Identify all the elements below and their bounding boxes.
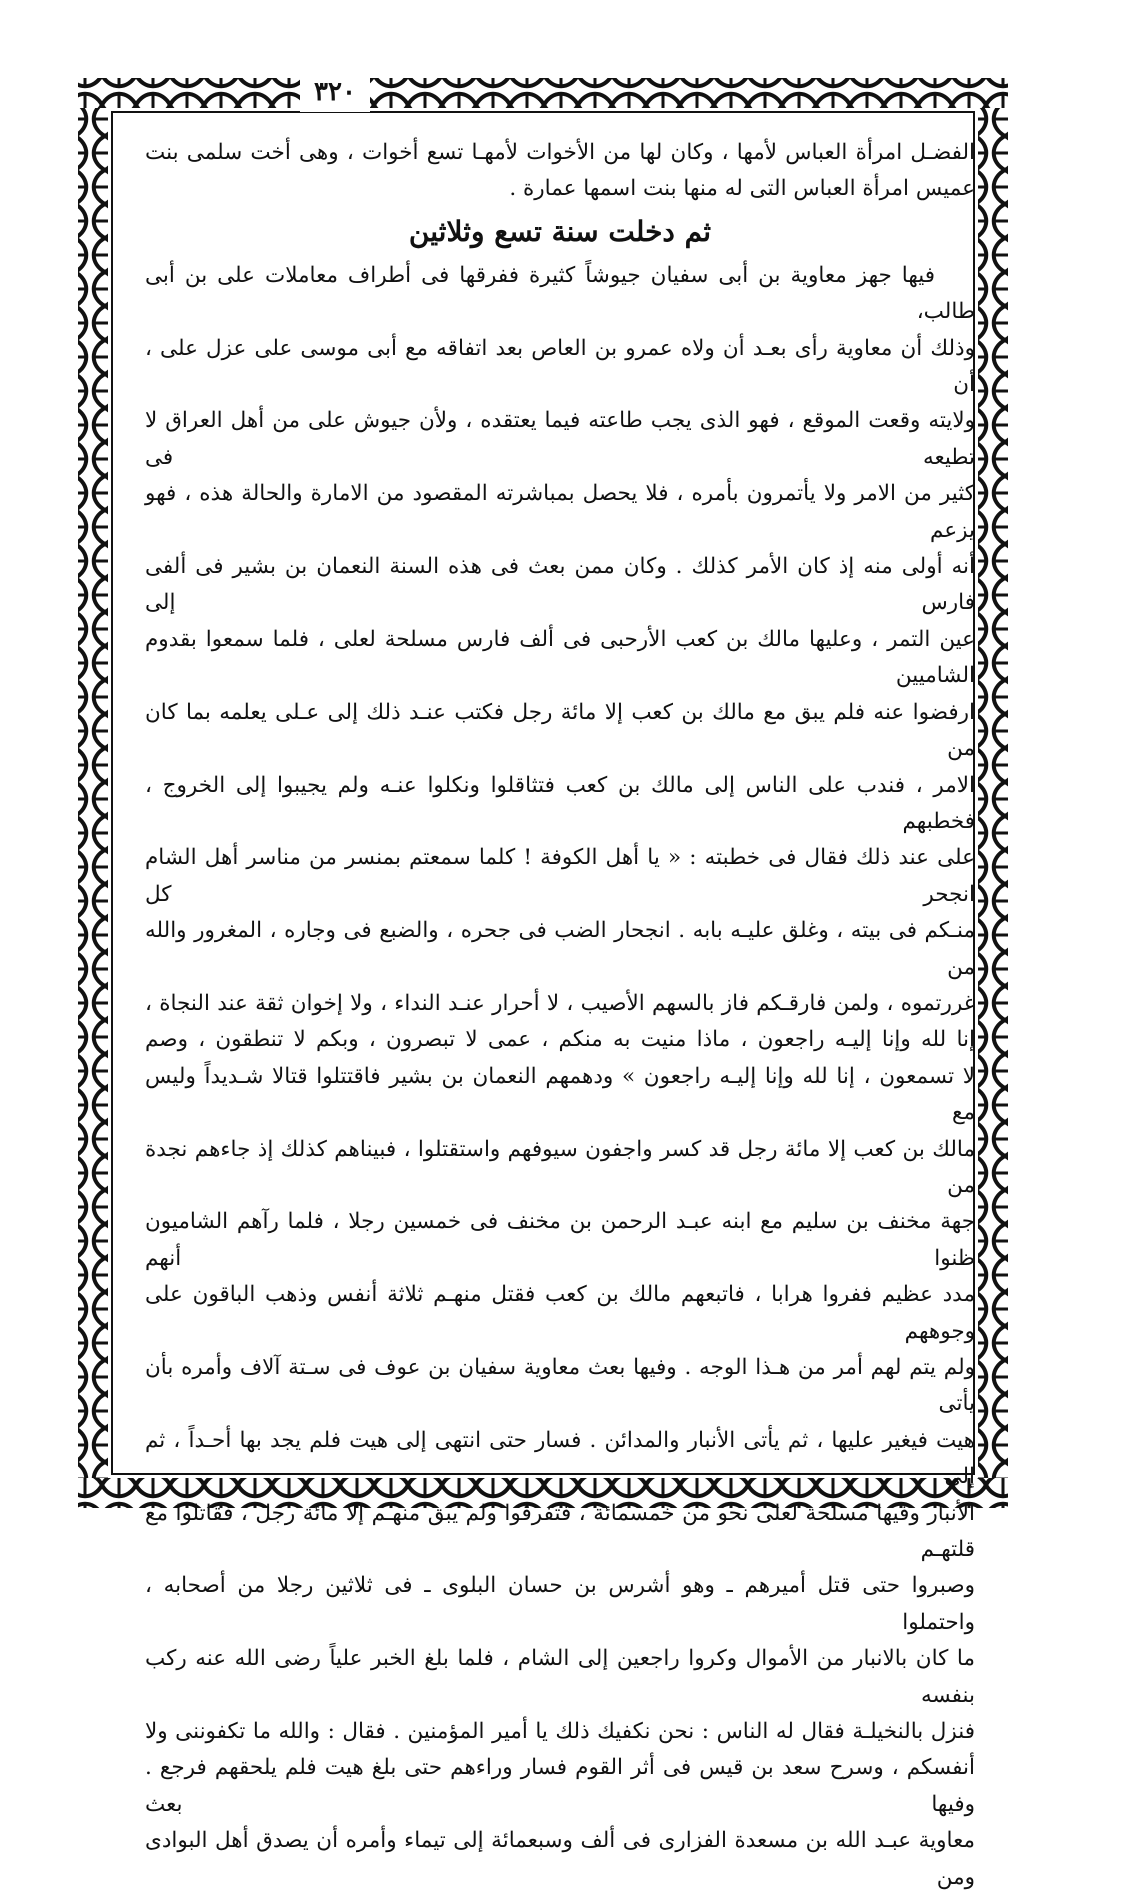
text-line: أنه أولى منه إذ كان الأمر كذلك . وكان ممن بعث فى هذه السنة النعمان بن بشير فى ألفى فارس إلى	[145, 554, 975, 616]
text-line: عميس امرأة العباس التى له منها بنت اسمها عمارة .	[509, 176, 975, 202]
text-line: الفضـل امرأة العباس لأمها ، وكان لها من الأخوات لأمهـا تسع أخوات ، وهى أخت سلمى بنت	[145, 140, 975, 165]
text-line: كثير من الامر ولا يأتمرون بأمره ، فلا يحصل بمباشرته المقصود من الامارة والحالة هذه ، فهو يزعم	[145, 481, 975, 543]
section-heading: ثم دخلت سنة تسع وثلاثين	[408, 214, 712, 248]
text-line: الأنبار وفيها مسلحة لعلى نحو من خمسمائة ، فتفرقوا ولم يبق منهـم إلا مائة رجل ، فقاتلوا مع قلتهـم	[145, 1500, 975, 1563]
text-line: عين التمر ، وعليها مالك بن كعب الأرحبى فى ألف فارس مسلحة لعلى ، فلما سمعوا بقدوم الشاميين	[145, 626, 975, 689]
border-top	[78, 78, 1008, 108]
text-line: ارفضوا عنه فلم يبق مع مالك بن كعب إلا مائة رجل فكتب عنـد ذلك إلى عـلى يعلمه بما كان من	[145, 699, 975, 762]
text-line: وذلك أن معاوية رأى بعـد أن ولاه عمرو بن العاص بعد اتفاقه مع أبى موسى على عزل على ، أن	[145, 335, 975, 398]
text-line: وصبروا حتى قتل أميرهم ـ وهو أشرس بن حسان البلوى ـ فى ثلاثين رجلا من أصحابه ، واحتملوا	[145, 1573, 975, 1635]
text-line: هيت فيغير عليها ، ثم يأتى الأنبار والمدائن . فسار حتى انتهى إلى هيت فلم يجد بها أحـداً ، ثم إلى	[145, 1427, 975, 1490]
text-line: ما كان بالانبار من الأموال وكروا راجعين إلى الشام ، فلما بلغ الخبر علياً رضى الله عنه ركب بنفسه	[145, 1646, 975, 1708]
text-line: معاوية عبـد الله بن مسعدة الفزارى فى ألف وسبعمائة إلى تيماء وأمره أن يصدق أهل البوادى ومن	[145, 1828, 975, 1890]
text-line: لا تسمعون ، إنا لله وإنا إليـه راجعون » ودهمهم النعمان بن بشير فاقتتلوا قتالا شـديداً وليس مع	[145, 1063, 975, 1126]
main-text	[145, 135, 975, 1890]
text-line: مالك بن كعب إلا مائة رجل قد كسر واجفون سيوفهم واستقتلوا ، فبيناهم كذلك إذ جاءهم نجدة من	[145, 1136, 975, 1198]
text-line: إنا لله وإنا إليـه راجعون ، ماذا منيت به منكم ، عمى لا تبصرون ، وبكم لا تنطقون ، وصم	[145, 1027, 975, 1053]
text-line: الامر ، فندب على الناس إلى مالك بن كعب فتثاقلوا ونكلوا عنـه ولم يجيبوا إلى الخروج ، فخطبهم	[145, 772, 975, 834]
text-line: على عند ذلك فقال فى خطبته : « يا أهل الكوفة ! كلما سمعتم بمنسر من مناسر أهل الشام انجحر كل	[145, 845, 975, 907]
text-line: فيها جهز معاوية بن أبى سفيان جيوشاً كثيرة ففرقها فى أطراف معاملات على بن أبى طالب،	[145, 262, 975, 325]
text-line: مدد عظيم ففروا هرابا ، فاتبعهم مالك بن كعب فقتل منهـم ثلاثة أنفس وذهب الباقون على وجوههم	[145, 1282, 975, 1344]
text-line: ولايته وقعت الموقع ، فهو الذى يجب طاعته فيما يعتقده ، ولأن جيوش على من أهل العراق لا تطيعه فى	[145, 408, 975, 470]
text-line: غررتموه ، ولمن فارقـكم فاز بالسهم الأصيب ، لا أحرار عنـد النداء ، ولا إخوان ثقة عند النجاة ،	[145, 990, 975, 1016]
text-line: منـكم فى بيته ، وغلق عليـه بابه . انجحار الضب فى جحره ، والضبع فى وجاره ، المغرور والله من	[145, 918, 975, 980]
page-number: ٣٢٠	[300, 72, 370, 112]
border-right	[978, 108, 1008, 1478]
border-left	[78, 108, 108, 1478]
text-line: جهة مخنف بن سليم مع ابنه عبـد الرحمن بن مخنف فى خمسين رجلا ، فلما رآهم الشاميون ظنوا أنهم	[145, 1209, 975, 1271]
text-line: فنزل بالنخيلـة فقال له الناس : نحن نكفيك ذلك يا أمير المؤمنين . فقال : والله ما تكفوننى ولا	[145, 1719, 975, 1745]
text-line: ولم يتم لهم أمر من هـذا الوجه . وفيها بعث معاوية سفيان بن عوف فى سـتة آلاف وأمره بأن يأتى	[145, 1355, 975, 1417]
text-line: أنفسكم ، وسرح سعد بن قيس فى أثر القوم فسار وراءهم حتى بلغ هيت فلم يلحقهم فرجع . وفيها بعث	[145, 1755, 975, 1817]
